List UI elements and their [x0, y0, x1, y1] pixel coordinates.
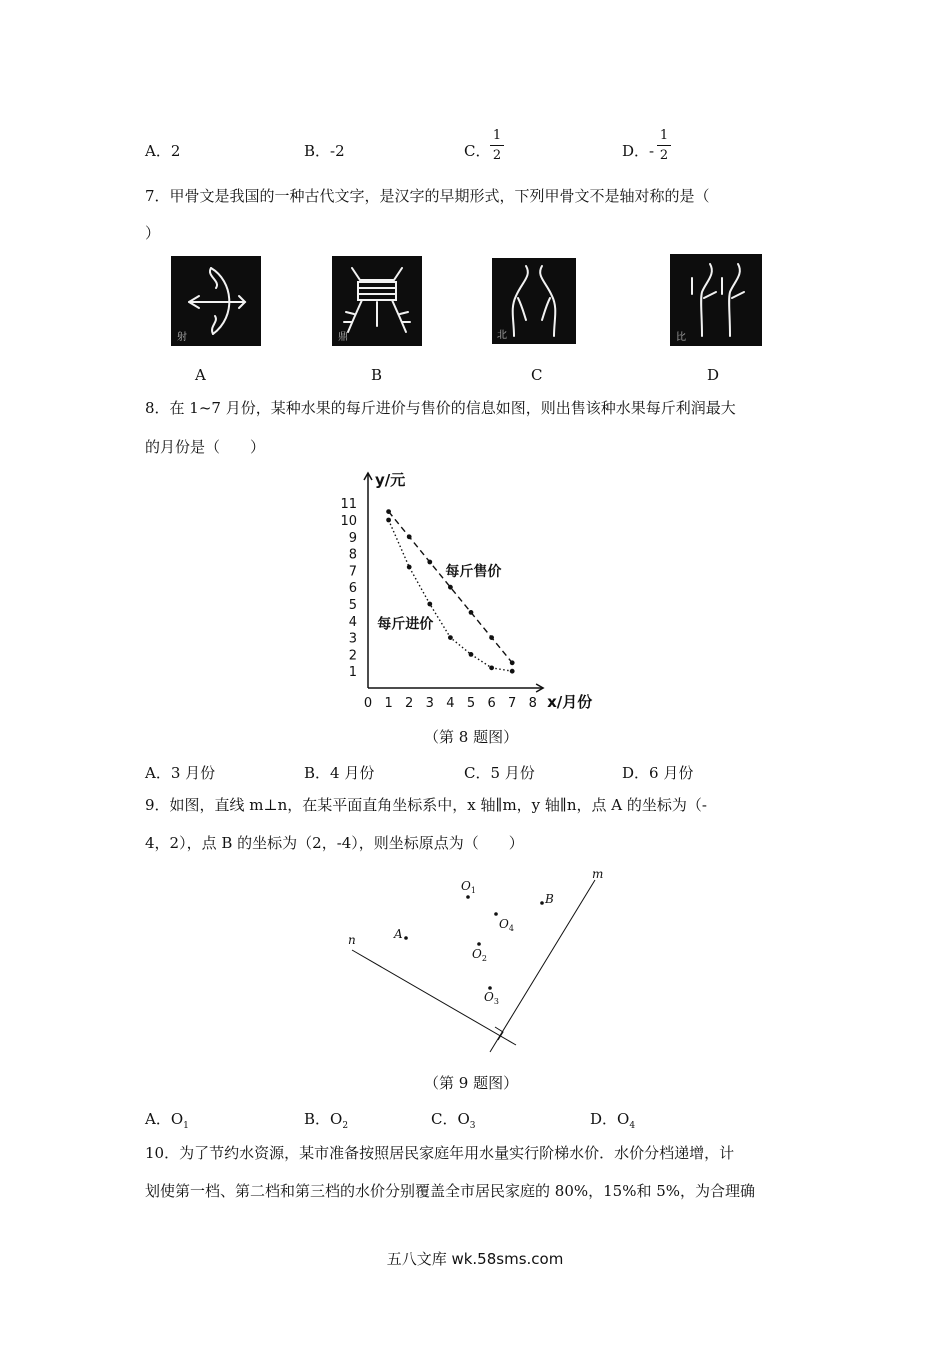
bow-arrow-glyph-icon [171, 256, 261, 346]
cost-point [510, 669, 515, 674]
q9-option-c [431, 1108, 476, 1131]
label-b: B [545, 892, 554, 906]
y-tick-label: 6 [348, 581, 357, 597]
q8-option-b: B．4 月份 [304, 764, 375, 782]
label-o4-sub: 4 [508, 924, 514, 933]
point-a [404, 936, 408, 940]
q6-option-d-fraction [657, 128, 671, 163]
label-o: O [472, 947, 482, 961]
option-text: C．O [431, 1110, 470, 1128]
q9-option-b [304, 1108, 348, 1131]
q7-image-label-b: B [371, 366, 383, 384]
x-tick-label: 3 [425, 696, 434, 711]
label-o: O [484, 990, 494, 1004]
x-tick-label: 5 [466, 696, 476, 711]
label-o: O [461, 879, 471, 893]
sell-point [407, 534, 412, 539]
point-o2 [477, 942, 481, 946]
q9-text-line1: 9．如图，直线 m⊥n，在某平面直角坐标系中，x 轴∥m，y 轴∥n，点 A 的坐标为（- [145, 796, 707, 814]
q9-option-d [590, 1108, 635, 1131]
glyph-char: 比 [676, 332, 686, 343]
y-tick-label: 10 [340, 514, 357, 529]
fraction-denominator: 2 [659, 148, 669, 163]
cost-point [489, 665, 494, 670]
side-by-side-figures-glyph-icon [670, 254, 762, 346]
label-o2-sub: 2 [481, 954, 487, 963]
q6-option-a: A．2 [145, 142, 181, 160]
x-axis-label: x/月份 [547, 693, 593, 711]
y-tick-label: 5 [348, 598, 357, 613]
y-tick-label: 4 [348, 614, 357, 630]
x-tick-label: 7 [508, 696, 517, 711]
fraction-numerator: 1 [492, 128, 502, 143]
glyph-char: 射 [177, 332, 187, 343]
fraction-denominator: 2 [492, 148, 502, 163]
q10-text-line2: 划使第一档、第二档和第三档的水价分别覆盖全市居民家庭的 80%，15%和 5%，为合理确 [145, 1182, 756, 1200]
point-b [540, 901, 544, 905]
label-n: n [348, 933, 356, 947]
back-to-back-figures-glyph-icon [492, 258, 576, 344]
q8-option-c: C．5 月份 [464, 764, 535, 782]
fraction-numerator: 1 [659, 128, 669, 143]
q6-option-b: B．-2 [304, 142, 345, 160]
page-footer: 五八文库 wk.58sms.com [386, 1250, 564, 1268]
glyph-char: 鼎 [338, 332, 348, 343]
line-m [490, 880, 595, 1052]
y-axis-label: y/元 [375, 471, 406, 489]
y-tick-label: 2 [348, 648, 357, 664]
x-tick-label: 8 [528, 696, 537, 711]
option-subscript: 1 [183, 1121, 189, 1131]
q9-option-a [145, 1108, 189, 1131]
sell-point [469, 610, 474, 615]
sell-point [489, 635, 494, 640]
sell-point [510, 660, 515, 665]
q6-option-c-prefix: C． [464, 142, 491, 160]
option-text: B．O [304, 1110, 343, 1128]
q6-option-d-prefix: D．- [622, 142, 655, 160]
label-a: A [394, 927, 403, 941]
series-line-cost [389, 520, 513, 671]
label-o: O [499, 917, 509, 931]
price-line-chart [335, 465, 605, 720]
q8-text-line2: 的月份是（ ） [145, 438, 266, 456]
q7-image-label-a: A [195, 366, 206, 384]
y-tick-label: 1 [348, 665, 357, 681]
q9-text-line2: 4，2），点 B 的坐标为（2，-4），则坐标原点为（ ） [145, 834, 524, 852]
q6-option-c-fraction [490, 128, 504, 163]
svg-text:O3 [484, 990, 499, 1006]
y-tick-label: 7 [348, 564, 357, 580]
q7-text-line2: ） [145, 224, 161, 242]
cost-point [469, 652, 474, 657]
y-tick-labels [340, 497, 357, 680]
y-tick-label: 11 [340, 497, 357, 513]
x-tick-label: 1 [384, 696, 393, 711]
sell-point [386, 509, 391, 514]
x-tick-label: 4 [446, 696, 455, 711]
option-subscript: 4 [629, 1121, 636, 1131]
sell-point [448, 585, 453, 590]
svg-text:O1 [461, 879, 476, 895]
cost-point [448, 635, 453, 640]
q8-text-line1: 8．在 1~7 月份，某种水果的每斤进价与售价的信息如图，则出售该种水果每斤利润最大 [145, 399, 736, 417]
point-o4 [494, 912, 498, 916]
q10-text-line1: 10．为了节约水资源，某市准备按照居民家庭年用水量实行阶梯水价．水价分档递增，计 [145, 1144, 735, 1162]
cost-point [407, 565, 412, 570]
label-m: m [592, 867, 604, 881]
cost-point [427, 602, 432, 607]
y-tick-label: 9 [348, 530, 357, 546]
q8-option-a: A．3 月份 [145, 764, 216, 782]
svg-text:O2 [472, 947, 487, 963]
series-label-cost: 每斤进价 [377, 616, 434, 633]
x-tick-label: 0 [363, 696, 373, 711]
svg-text:O4 [499, 917, 514, 933]
q7-image-label-c: C [531, 366, 543, 384]
q7-text-line1: 7．甲骨文是我国的一种古代文字，是汉字的早期形式，下列甲骨文不是轴对称的是（ [145, 187, 710, 205]
y-tick-label: 8 [348, 547, 357, 563]
y-tick-label: 3 [348, 631, 357, 647]
sell-point [427, 560, 432, 565]
x-tick-labels [364, 696, 537, 711]
option-text: D．O [590, 1110, 630, 1128]
label-o1-sub: 1 [470, 886, 476, 895]
series-label-sell: 每斤售价 [445, 563, 502, 580]
chart-series [386, 509, 514, 673]
q8-caption: （第 8 题图） [424, 728, 519, 746]
point-o1 [466, 895, 470, 899]
q8-option-d: D．6 月份 [622, 764, 694, 782]
glyph-char: 北 [497, 330, 507, 341]
option-subscript: 3 [469, 1121, 476, 1131]
cost-point [386, 518, 391, 523]
chart-axes [364, 473, 543, 692]
perpendicular-lines-diagram [340, 862, 620, 1057]
option-subscript: 2 [342, 1121, 349, 1131]
q9-caption: （第 9 题图） [424, 1074, 519, 1092]
q7-image-label-d: D [707, 366, 720, 384]
x-tick-label: 6 [487, 696, 496, 711]
label-o3-sub: 3 [493, 997, 499, 1006]
option-text: A．O [145, 1110, 184, 1128]
cauldron-glyph-icon [332, 256, 422, 346]
x-tick-label: 2 [405, 696, 414, 711]
